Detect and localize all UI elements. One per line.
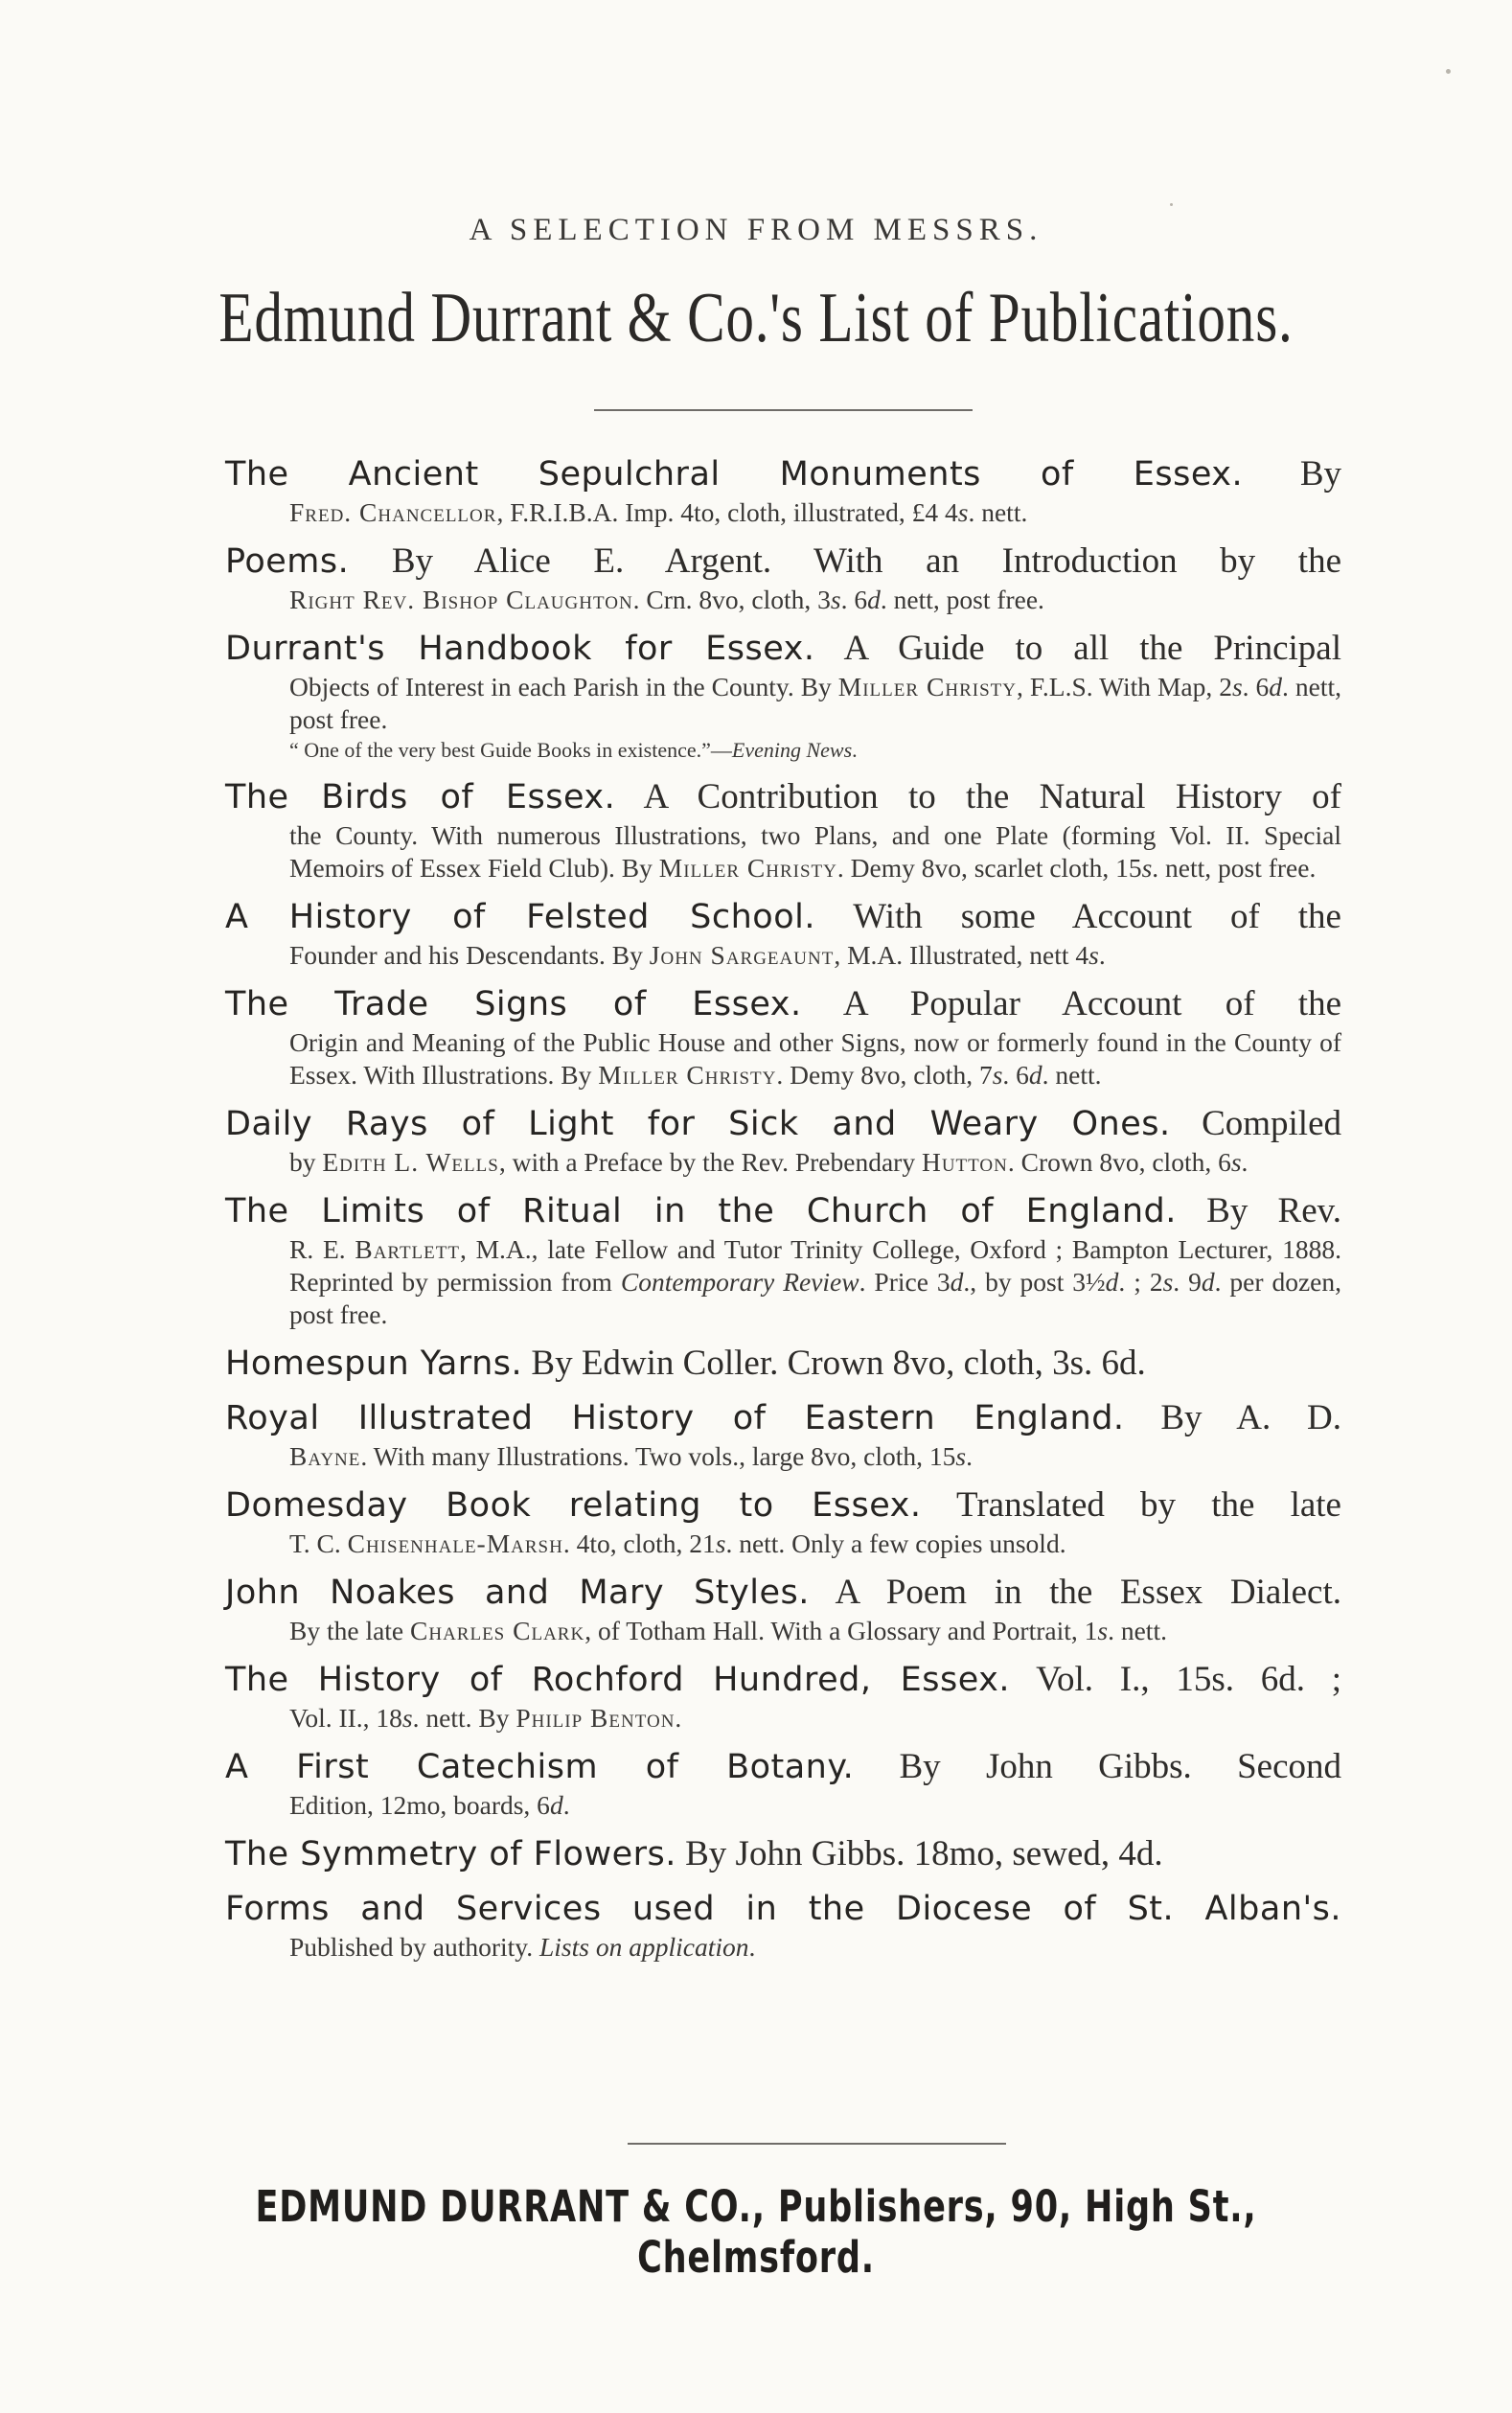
entry-title-tail: By John Gibbs. Second bbox=[899, 1747, 1341, 1786]
entry-heading-line bbox=[225, 1658, 1341, 1702]
entry-title: Daily Rays of Light for Sick and Weary Ones. bbox=[225, 1105, 1171, 1143]
entry-heading-line bbox=[225, 1571, 1341, 1615]
entry-details: Edition, 12mo, boards, 6d. bbox=[289, 1790, 570, 1820]
entry-title: John Noakes and Mary Styles. bbox=[225, 1574, 810, 1612]
publication-entry bbox=[225, 1483, 1341, 1560]
entry-title: The Trade Signs of Essex. bbox=[225, 985, 802, 1023]
entry-title-tail: By A. D. bbox=[1160, 1398, 1342, 1437]
entry-title-tail: A Guide to all the Principal bbox=[843, 629, 1341, 668]
paper-speck bbox=[1170, 203, 1173, 206]
publication-entry bbox=[225, 1342, 1341, 1386]
publication-list bbox=[225, 452, 1341, 1974]
publication-entry bbox=[225, 1658, 1341, 1735]
entry-heading-line bbox=[225, 982, 1341, 1026]
publication-entry bbox=[225, 627, 1341, 765]
entry-title: The Symmetry of Flowers. bbox=[225, 1835, 676, 1873]
entry-heading-line bbox=[225, 540, 1341, 584]
entry-title: The Ancient Sepulchral Monuments of Essex. bbox=[225, 455, 1244, 494]
entry-details: Fred. Chancellor, F.R.I.B.A. Imp. 4to, cloth, illustrated, £4 4s. nett. bbox=[289, 497, 1028, 527]
entry-title: The History of Rochford Hundred, Essex. bbox=[225, 1661, 1010, 1699]
entry-title-tail: By bbox=[1299, 454, 1341, 494]
entry-title-tail: By Edwin Coller. Crown 8vo, cloth, 3s. 6d. bbox=[531, 1344, 1146, 1383]
entry-heading-line bbox=[225, 1832, 1341, 1876]
publication-entry bbox=[225, 1396, 1341, 1473]
entry-details: Objects of Interest in each Parish in the County. By Miller Christy, F.L.S. With Map, 2s. 6d. nett, post free. bbox=[289, 672, 1341, 734]
top-divider bbox=[594, 409, 973, 411]
entry-title-tail: A Poem in the Essex Dialect. bbox=[835, 1573, 1341, 1612]
entry-title-tail: Vol. I., 15s. 6d. ; bbox=[1036, 1660, 1341, 1699]
entry-heading-line bbox=[225, 627, 1341, 671]
entry-title-tail: By Alice E. Argent. With an Introduction by the bbox=[391, 541, 1341, 581]
entry-title: Royal Illustrated History of Eastern England. bbox=[225, 1399, 1125, 1437]
entry-title: The Limits of Ritual in the Church of England. bbox=[225, 1192, 1177, 1230]
entry-title-tail: By Rev. bbox=[1206, 1191, 1341, 1230]
entry-details: Vol. II., 18s. nett. By Philip Benton. bbox=[289, 1703, 682, 1733]
entry-title-tail: Compiled bbox=[1202, 1104, 1342, 1143]
entry-details: Bayne. With many Illustrations. Two vols., large 8vo, cloth, 15s. bbox=[289, 1441, 973, 1471]
entry-details: by Edith L. Wells, with a Preface by the Rev. Prebendary Hutton. Crown 8vo, cloth, 6s. bbox=[289, 1147, 1249, 1177]
entry-title-tail: A Popular Account of the bbox=[842, 984, 1342, 1023]
page-title: Edmund Durrant & Co.'s List of Publications. bbox=[218, 279, 1294, 357]
publication-entry bbox=[225, 775, 1341, 885]
entry-title-tail: By John Gibbs. 18mo, sewed, 4d. bbox=[685, 1834, 1163, 1873]
entry-review-quote: “ One of the very best Guide Books in existence.”—Evening News. bbox=[289, 738, 858, 762]
entry-title-tail: A Contribution to the Natural History of bbox=[643, 777, 1341, 816]
entry-heading-line bbox=[225, 1396, 1341, 1440]
publication-entry bbox=[225, 1189, 1341, 1331]
entry-title: Forms and Services used in the Diocese of St. Alban's. bbox=[225, 1890, 1341, 1928]
publication-entry bbox=[225, 452, 1341, 529]
entry-details: By the late Charles Clark, of Totham Hall. With a Glossary and Portrait, 1s. nett. bbox=[289, 1616, 1167, 1645]
entry-details: Founder and his Descendants. By John Sargeaunt, M.A. Illustrated, nett 4s. bbox=[289, 940, 1106, 970]
publication-entry bbox=[225, 540, 1341, 616]
page-kicker: A SELECTION FROM MESSRS. bbox=[469, 213, 1043, 247]
entry-heading-line bbox=[225, 452, 1341, 496]
entry-title: Homespun Yarns. bbox=[225, 1344, 523, 1383]
entry-title-tail: With some Account of the bbox=[853, 897, 1341, 936]
entry-details: R. E. Bartlett, M.A., late Fellow and Tutor Trinity College, Oxford ; Bampton Lecturer, 1888. Reprinted by permission from Contemporary Review. Price 3d., by post 3½d. ; 2s. 9d. per dozen, post free. bbox=[289, 1234, 1342, 1329]
entry-title: The Birds of Essex. bbox=[225, 778, 616, 816]
entry-heading-line bbox=[225, 895, 1341, 939]
entry-title: Domesday Book relating to Essex. bbox=[225, 1486, 922, 1525]
entry-details: T. C. Chisenhale-Marsh. 4to, cloth, 21s. nett. Only a few copies unsold. bbox=[289, 1528, 1066, 1558]
entry-details: Right Rev. Bishop Claughton. Crn. 8vo, cloth, 3s. 6d. nett, post free. bbox=[289, 585, 1044, 614]
publication-entry bbox=[225, 1832, 1341, 1876]
bottom-divider bbox=[628, 2143, 1006, 2145]
entry-heading-line bbox=[225, 1102, 1341, 1146]
entry-title: A First Catechism of Botany. bbox=[225, 1748, 855, 1786]
entry-title: Poems. bbox=[225, 542, 350, 581]
publication-entry bbox=[225, 1571, 1341, 1647]
publisher-imprint: EDMUND DURRANT & CO., Publishers, 90, High St., Chelmsford. bbox=[255, 2181, 1257, 2283]
publication-entry bbox=[225, 982, 1341, 1092]
publication-entry bbox=[225, 895, 1341, 972]
entry-heading-line bbox=[225, 1342, 1341, 1386]
entry-heading-line bbox=[225, 1745, 1341, 1789]
entry-heading-line bbox=[225, 1189, 1341, 1233]
entry-title: Durrant's Handbook for Essex. bbox=[225, 630, 815, 668]
entry-heading-line bbox=[225, 1887, 1341, 1931]
entry-title-tail: Translated by the late bbox=[956, 1485, 1341, 1525]
entry-heading-line bbox=[225, 1483, 1341, 1528]
entry-title: A History of Felsted School. bbox=[225, 898, 815, 936]
paper-speck bbox=[1446, 69, 1451, 74]
entry-details: Origin and Meaning of the Public House and other Signs, now or formerly found in the County of Essex. With Illustrations. By Miller Christy. Demy 8vo, cloth, 7s. 6d. nett. bbox=[289, 1027, 1341, 1090]
publication-entry bbox=[225, 1887, 1341, 1964]
entry-heading-line bbox=[225, 775, 1341, 819]
entry-details: Published by authority. Lists on application. bbox=[289, 1932, 756, 1962]
publication-entry bbox=[225, 1102, 1341, 1179]
publication-entry bbox=[225, 1745, 1341, 1822]
entry-details: the County. With numerous Illustrations, two Plans, and one Plate (forming Vol. II. Special Memoirs of Essex Field Club). By Miller Christy. Demy 8vo, scarlet cloth, 15s. nett, post free. bbox=[289, 820, 1341, 883]
